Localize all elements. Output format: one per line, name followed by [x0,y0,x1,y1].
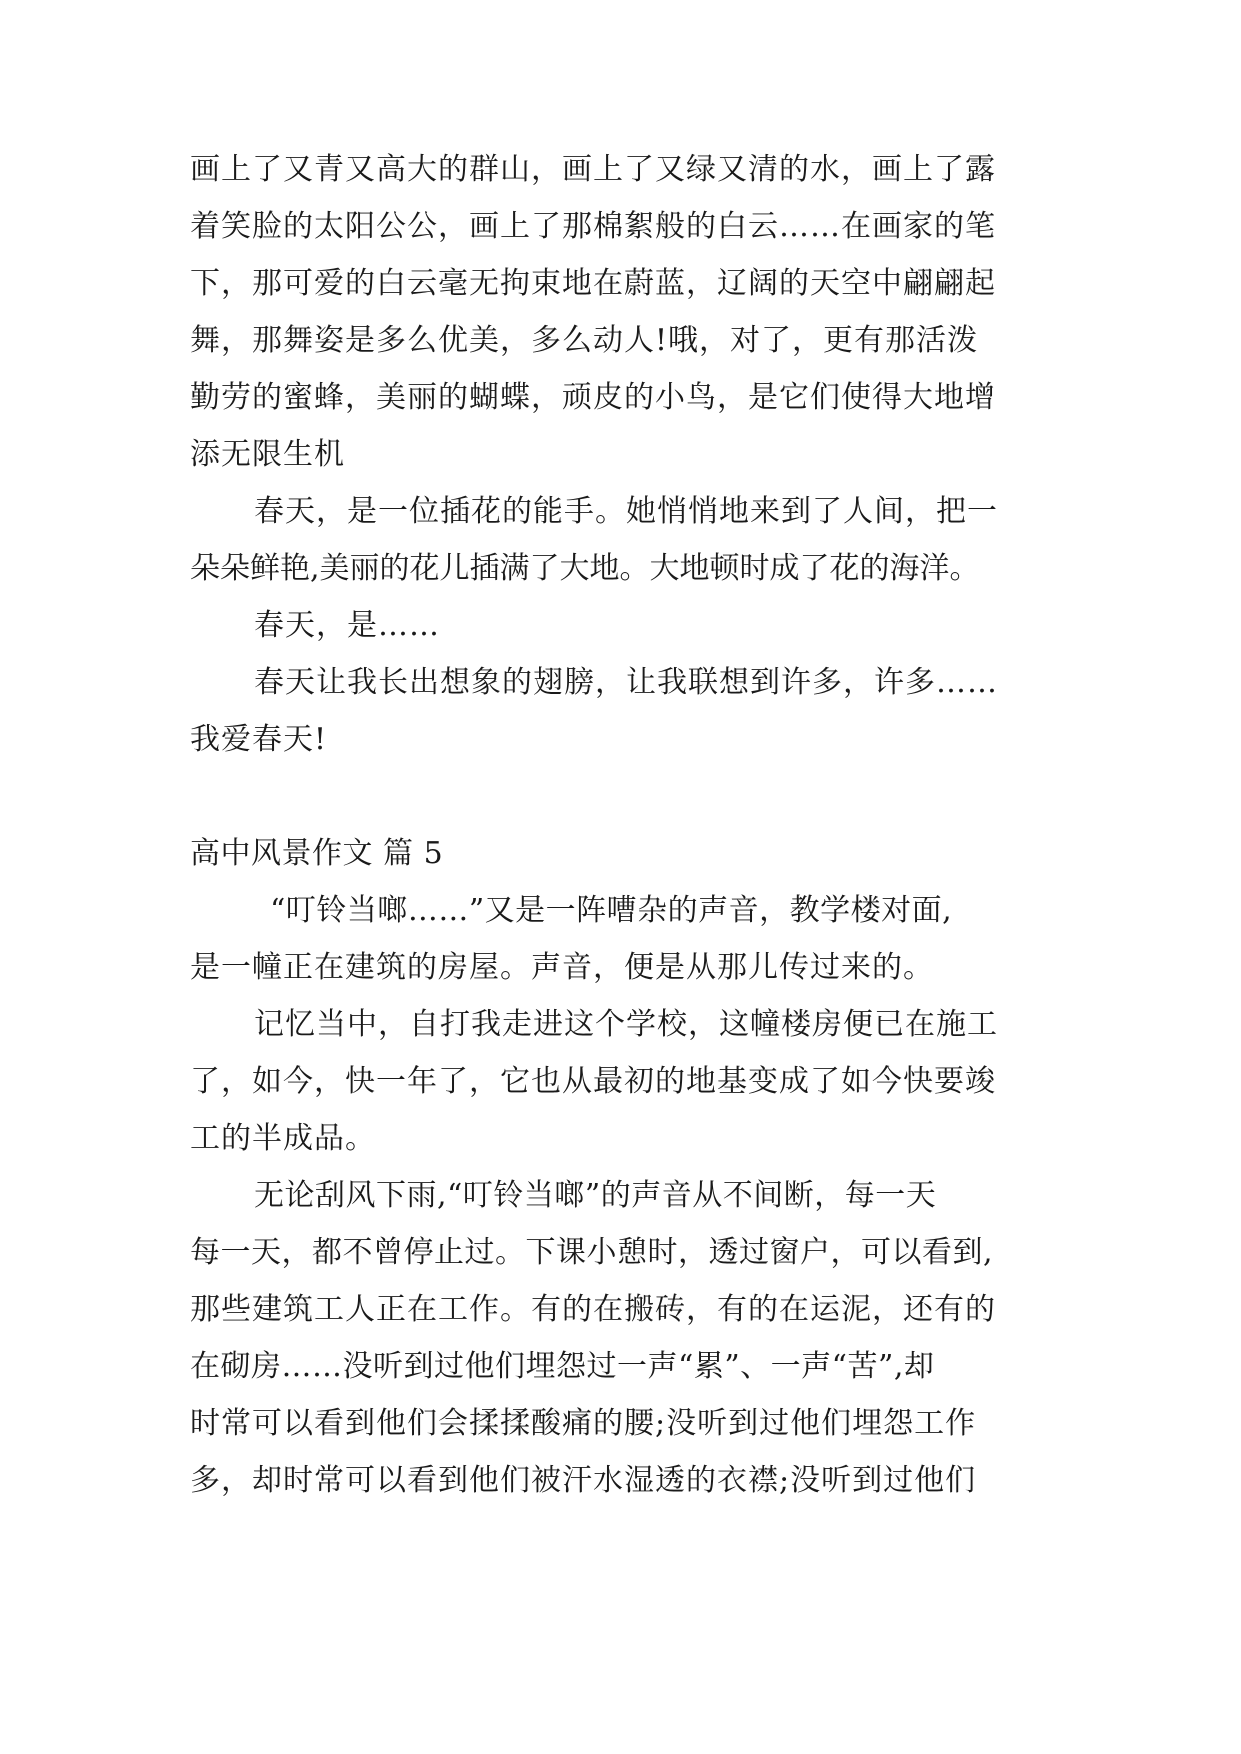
paragraph-line: 无论刮风下雨,“叮铃当啷”的声音从不间断，每一天 [254,1178,937,1213]
paragraph-line: 朵朵鲜艳,美丽的花儿插满了大地。大地顿时成了花的海洋。 [190,551,980,586]
paragraph-line: “叮铃当啷……”又是一阵嘈杂的声音，教学楼对面, [270,893,953,928]
paragraph-line: 时常可以看到他们会揉揉酸痛的腰;没听到过他们埋怨工作 [190,1406,977,1441]
paragraph-line: 画上了又青又高大的群山，画上了又绿又清的水，画上了露 [190,152,996,187]
paragraph-line: 了，如今，快一年了，它也从最初的地基变成了如今快要竣 [190,1064,996,1099]
section-heading: 高中风景作文 篇 5 [190,836,444,871]
paragraph-line: 添无限生机 [190,437,345,472]
paragraph-line: 每一天，都不曾停止过。下课小憩时，透过窗户，可以看到, [190,1235,994,1270]
paragraph-line: 着笑脸的太阳公公，画上了那棉絮般的白云……在画家的笔 [190,209,996,244]
paragraph-line: 工的半成品。 [190,1121,376,1156]
paragraph-line: 那些建筑工人正在工作。有的在搬砖，有的在运泥，还有的 [190,1292,996,1327]
paragraph-line: 春天，是…… [254,608,440,643]
paragraph-line: 春天让我长出想象的翅膀，让我联想到许多，许多…… [254,665,998,700]
paragraph-line: 舞，那舞姿是多么优美，多么动人!哦，对了，更有那活泼 [190,323,979,358]
paragraph-line: 我爱春天! [190,722,328,757]
paragraph-line: 勤劳的蜜蜂，美丽的蝴蝶，顽皮的小鸟，是它们使得大地增 [190,380,996,415]
paragraph-line: 下，那可爱的白云毫无拘束地在蔚蓝，辽阔的天空中翩翩起 [190,266,996,301]
paragraph-line: 记忆当中，自打我走进这个学校，这幢楼房便已在施工 [254,1007,998,1042]
paragraph-line: 春天，是一位插花的能手。她悄悄地来到了人间，把一 [254,494,998,529]
paragraph-line: 在砌房……没听到过他们埋怨过一声“累”、一声“苦”,却 [190,1349,935,1384]
paragraph-line: 多，却时常可以看到他们被汗水湿透的衣襟;没听到过他们 [190,1463,977,1498]
paragraph-line: 是一幢正在建筑的房屋。声音，便是从那儿传过来的。 [190,950,934,985]
